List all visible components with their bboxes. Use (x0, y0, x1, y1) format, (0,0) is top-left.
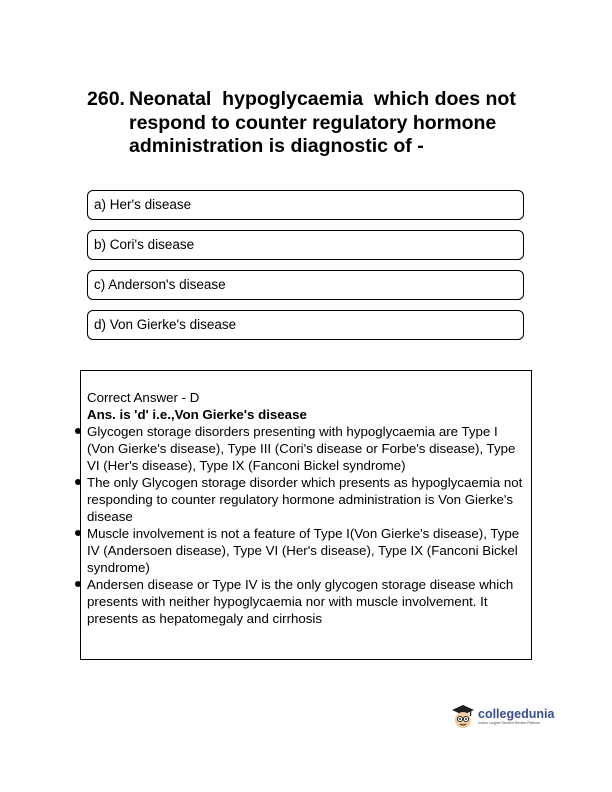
explanation-item: The only Glycogen storage disorder which presents as hypoglycaemia not responding to counter regulatory hormone administration is Von Gierke's disease (87, 475, 523, 524)
explanation-list (87, 423, 523, 627)
answer-title: Ans. is 'd' i.e.,Von Gierke's disease (87, 407, 307, 422)
question-text: Neonatal hypoglycaemia which does not respond to counter regulatory hormone administration is diagnostic of - (129, 88, 522, 157)
option-c[interactable]: c) Anderson's disease (87, 270, 524, 300)
explanation-item: Andersen disease or Type IV is the only glycogen storage disease which presents with neither hypoglycaemia nor with muscle involvement. It presents as hepatomegaly and cirrhosis (87, 576, 523, 627)
option-a[interactable]: a) Her's disease (87, 190, 524, 220)
logo-tagline: India's Largest Student Review Platform (478, 721, 541, 725)
collegedunia-logo (451, 704, 554, 730)
correct-answer: Correct Answer - D (87, 390, 200, 405)
logo-name: collegedunia (478, 707, 555, 721)
explanation-item: Glycogen storage disorders presenting with hypoglycaemia are Type I (Von Gierke's disease), Type III (Cori's disease or Forbe's disease), Type VI (Her's disease), Type IX (Fanconi Bickel syndrome) (87, 423, 523, 474)
question (87, 88, 527, 159)
answer-box (80, 370, 532, 660)
question-number: 260. (87, 88, 125, 110)
option-b[interactable]: b) Cori's disease (87, 230, 524, 260)
explanation-item: Muscle involvement is not a feature of Type I(Von Gierke's disease), Type IV (Andersoen disease), Type VI (Her's disease), Type IX (Fanconi Bickel syndrome) (87, 525, 523, 576)
option-d[interactable]: d) Von Gierke's disease (87, 310, 524, 340)
graduate-mascot-icon (451, 704, 475, 730)
